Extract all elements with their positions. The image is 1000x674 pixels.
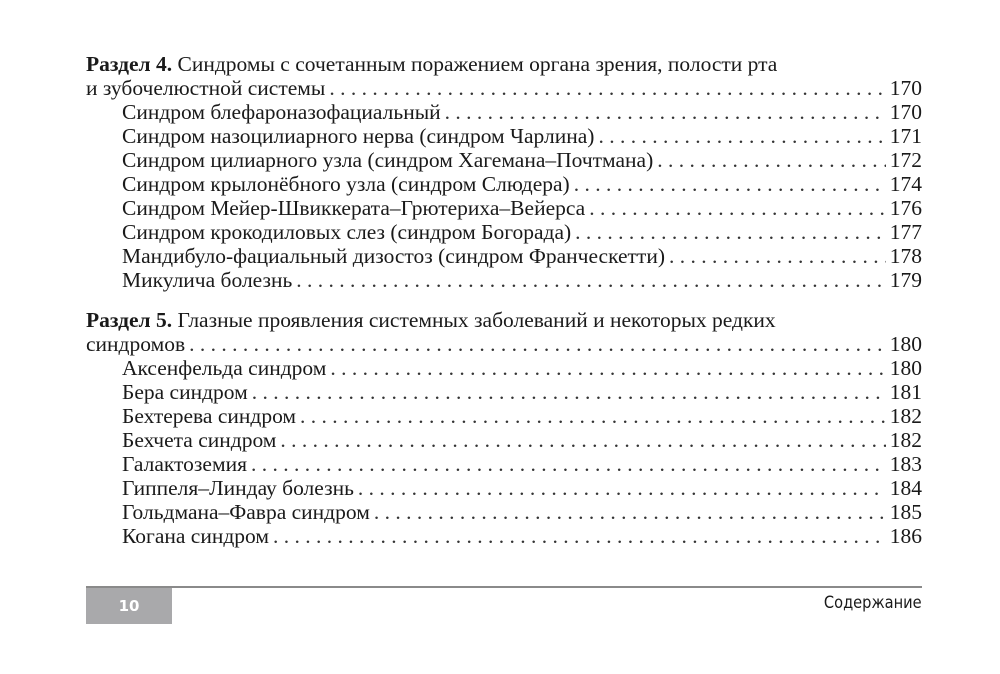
page-number: 184 — [889, 476, 922, 500]
page-number: 185 — [889, 500, 922, 524]
folio-page-number: 10 — [86, 588, 172, 624]
page-number: 179 — [889, 268, 922, 292]
section-number: Раздел 4. — [86, 52, 173, 76]
entry-label: Синдром крокодиловых слез (синдром Богорада) — [122, 220, 572, 244]
entry-label: Гиппеля–Линдау болезнь — [122, 476, 354, 500]
toc-entry[interactable] — [86, 244, 922, 268]
dot-leader — [575, 220, 886, 244]
page-number: 180 — [889, 332, 922, 356]
page-number: 172 — [889, 148, 922, 172]
dot-leader — [273, 524, 886, 548]
toc-section-4 — [86, 52, 922, 292]
section-heading — [86, 52, 922, 76]
dot-leader — [330, 356, 885, 380]
entry-label: Синдром крылонёбного узла (синдром Слюдера) — [122, 172, 570, 196]
toc-entry[interactable] — [86, 476, 922, 500]
toc-entry[interactable] — [86, 220, 922, 244]
section-title-line1: Синдромы с сочетанным поражением органа зрения, полости рта — [177, 52, 778, 76]
dot-leader — [669, 244, 886, 268]
dot-leader — [189, 332, 886, 356]
page-number: 176 — [889, 196, 922, 220]
toc-entry[interactable] — [86, 380, 922, 404]
section-number: Раздел 5. — [86, 308, 173, 332]
toc-entry[interactable] — [86, 100, 922, 124]
section-heading-line2[interactable] — [86, 332, 922, 356]
table-of-contents — [86, 52, 922, 564]
entry-label: Синдром назоцилиарного нерва (синдром Чарлина) — [122, 124, 595, 148]
toc-entry[interactable] — [86, 268, 922, 292]
page-number: 182 — [889, 428, 922, 452]
toc-entry[interactable] — [86, 452, 922, 476]
dot-leader — [251, 452, 886, 476]
toc-entry[interactable] — [86, 148, 922, 172]
section-title-line2: и зубочелюстной системы — [86, 76, 326, 100]
page-number: 177 — [889, 220, 922, 244]
page-number: 181 — [889, 380, 922, 404]
entry-label: Аксенфельда синдром — [122, 356, 327, 380]
entry-label: Бехтерева синдром — [122, 404, 297, 428]
toc-entry[interactable] — [86, 428, 922, 452]
page-number: 183 — [889, 452, 922, 476]
section-heading — [86, 308, 922, 332]
dot-leader — [300, 404, 886, 428]
page-number: 178 — [889, 244, 922, 268]
footer-divider — [86, 586, 922, 588]
entry-label: Синдром цилиарного узла (синдром Хагемана–Почтмана) — [122, 148, 654, 172]
page-number: 171 — [889, 124, 922, 148]
toc-entry[interactable] — [86, 172, 922, 196]
section-heading-line2[interactable] — [86, 76, 922, 100]
running-title: Содержание — [824, 593, 922, 613]
entry-label: Бера синдром — [122, 380, 248, 404]
dot-leader — [296, 268, 885, 292]
toc-entry[interactable] — [86, 124, 922, 148]
dot-leader — [329, 76, 885, 100]
dot-leader — [589, 196, 886, 220]
entry-label: Микулича болезнь — [122, 268, 293, 292]
entry-label: Когана синдром — [122, 524, 269, 548]
entry-label: Синдром Мейер-Швиккерата–Грютериха–Вейерса — [122, 196, 586, 220]
toc-entry[interactable] — [86, 500, 922, 524]
entry-label: Мандибуло-фациальный дизостоз (синдром Франческетти) — [122, 244, 665, 268]
toc-entry[interactable] — [86, 356, 922, 380]
dot-leader — [374, 500, 886, 524]
entry-label: Гольдмана–Фавра синдром — [122, 500, 370, 524]
page-number: 174 — [889, 172, 922, 196]
dot-leader — [252, 380, 886, 404]
section-title-line2: синдромов — [86, 332, 186, 356]
page-number: 170 — [889, 100, 922, 124]
toc-section-5 — [86, 308, 922, 548]
toc-entry[interactable] — [86, 404, 922, 428]
page-number: 182 — [889, 404, 922, 428]
dot-leader — [574, 172, 886, 196]
page-number: 180 — [889, 356, 922, 380]
toc-entry[interactable] — [86, 524, 922, 548]
dot-leader — [657, 148, 885, 172]
toc-entry[interactable] — [86, 196, 922, 220]
page-number: 186 — [889, 524, 922, 548]
page-number: 170 — [889, 76, 922, 100]
dot-leader — [358, 476, 886, 500]
entry-label: Галактоземия — [122, 452, 247, 476]
entry-label: Бехчета синдром — [122, 428, 277, 452]
section-title-line1: Глазные проявления системных заболеваний и некоторых редких — [177, 308, 776, 332]
dot-leader — [598, 124, 885, 148]
entry-label: Синдром блефароназофациальный — [122, 100, 441, 124]
dot-leader — [280, 428, 885, 452]
dot-leader — [445, 100, 886, 124]
